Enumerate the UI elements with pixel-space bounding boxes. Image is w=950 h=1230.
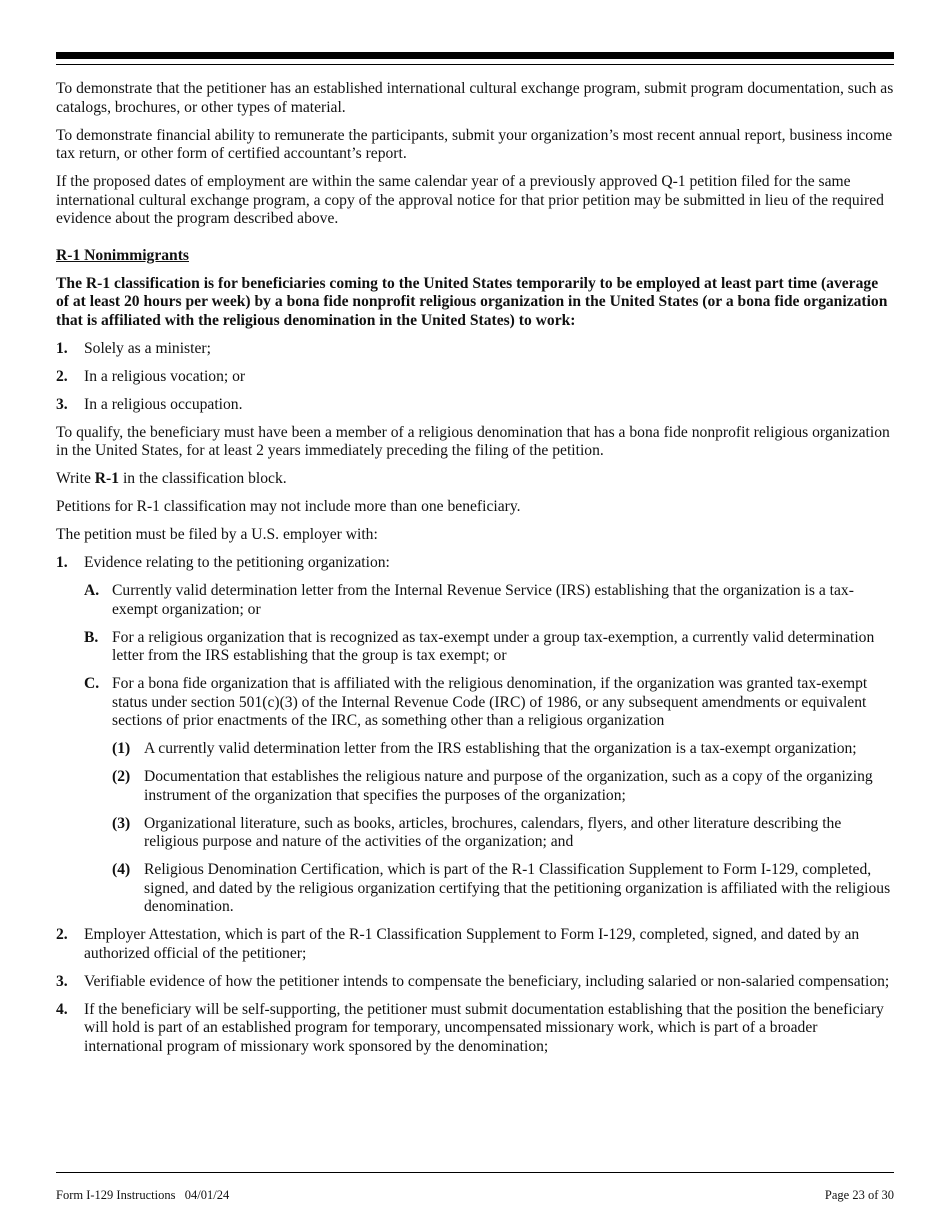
write-prefix: Write <box>56 470 95 487</box>
classification-code: R-1 <box>94 470 120 487</box>
evidence-subsubitem <box>56 861 894 917</box>
list-text: Currently valid determination letter from the Internal Revenue Service (IRS) establishing that the organization is a tax-exempt organization; or <box>112 582 854 618</box>
list-paren-number: (4) <box>112 861 131 878</box>
page-content <box>56 80 894 1066</box>
list-number: 2. <box>56 926 68 943</box>
footer-page-number: Page 23 of 30 <box>824 1188 894 1202</box>
qualify-paragraph: To qualify, the beneficiary must have been a member of a religious denomination that has a bona fide nonprofit religious organization in the United States, for at least 2 years immediately preceding the filing of the petition. <box>56 423 890 459</box>
list-number: 1. <box>56 339 68 357</box>
footer-rule <box>56 1172 894 1173</box>
list-text: Solely as a minister; <box>84 339 211 357</box>
evidence-subsubitem <box>56 815 894 852</box>
header-thin-rule <box>56 64 894 65</box>
intro-paragraph: If the proposed dates of employment are within the same calendar year of a previously approved Q-1 petition filed for the same international cultural exchange program, a copy of the approval notice for that prior petition may be submitted in lieu of the required evidence about the program described above. <box>56 173 884 227</box>
evidence-subitem <box>56 675 894 731</box>
list-number: 3. <box>56 395 68 413</box>
list-text: For a religious organization that is recognized as tax-exempt under a group tax-exemption, a currently valid determination letter from the IRS establishing that the group is tax exempt; or <box>112 628 875 664</box>
evidence-item <box>56 554 894 573</box>
footer-form-label: Form I-129 Instructions 04/01/24 <box>56 1188 230 1202</box>
list-number: 1. <box>56 554 68 571</box>
section-heading: R-1 Nonimmigrants <box>56 246 189 264</box>
list-number: 2. <box>56 367 68 385</box>
list-number: 4. <box>56 1000 68 1018</box>
list-text: Employer Attestation, which is part of the R-1 Classification Supplement to Form I-129, completed, signed, and dated by an authorized official of the petitioner; <box>84 926 860 962</box>
list-text: Organizational literature, such as books, articles, brochures, calendars, flyers, and other literature describing the religious purpose and nature of the activities of the organization; and <box>144 814 842 850</box>
list-text: A currently valid determination letter from the IRS establishing that the organization is a tax-exempt organization; <box>144 740 857 757</box>
list-text: In a religious occupation. <box>84 395 243 413</box>
section-bold-intro: The R-1 classification is for beneficiaries coming to the United States temporarily to be employed at least part time (average of at least 20 hours per week) by a bona fide nonprofit religious organization in the United States (or a bona fide organization that is affiliated with the religious denomination in the United States) to work: <box>56 274 888 329</box>
list-text: Documentation that establishes the religious nature and purpose of the organization, such as a copy of the organizing instrument of the organization that specifies the purposes of the organization; <box>144 768 873 804</box>
work-list-item <box>56 368 894 387</box>
evidence-subsubitem <box>56 740 894 759</box>
list-text: Evidence relating to the petitioning organization: <box>84 554 390 571</box>
list-text: If the beneficiary will be self-supporting, the petitioner must submit documentation establishing that the position the beneficiary will hold is part of an established program for temporary, uncompensated missionary work, which is part of a broader international program of missionary work sponsored by the denomination; <box>84 1000 884 1055</box>
list-letter: C. <box>84 675 100 692</box>
list-text: Religious Denomination Certification, which is part of the R-1 Classification Supplement to Form I-129, completed, signed, and dated by the religious organization certifying that the petitioning organization is affiliated with the religious denomination. <box>144 861 891 915</box>
work-list-item <box>56 396 894 415</box>
evidence-item <box>56 1001 894 1057</box>
filed-by-paragraph: The petition must be filed by a U.S. employer with: <box>56 526 378 543</box>
evidence-item <box>56 973 894 992</box>
evidence-subsubitem <box>56 768 894 805</box>
list-text: For a bona fide organization that is affiliated with the religious denomination, if the organization was granted tax-exempt status under section 501(c)(3) of the Internal Revenue Code (IRC) of 1986, or any subsequent amendments or equivalent sections of prior enactments of the IRC, as something other than a religious organization <box>112 675 868 729</box>
intro-paragraph: To demonstrate that the petitioner has an established international cultural exchange program, submit program documentation, such as catalogs, brochures, or other types of material. <box>56 80 894 116</box>
list-paren-number: (2) <box>112 768 131 785</box>
list-text: Verifiable evidence of how the petitioner intends to compensate the beneficiary, including salaried or non-salaried compensation; <box>84 972 890 990</box>
work-list-item <box>56 340 894 359</box>
evidence-item <box>56 926 894 963</box>
list-letter: A. <box>84 582 100 599</box>
write-suffix: in the classification block. <box>119 470 287 487</box>
list-text: In a religious vocation; or <box>84 367 246 385</box>
evidence-subitem <box>56 582 894 619</box>
petitions-note: Petitions for R-1 classification may not include more than one beneficiary. <box>56 498 521 515</box>
list-paren-number: (3) <box>112 814 131 832</box>
list-paren-number: (1) <box>112 740 131 757</box>
write-classification-paragraph <box>56 470 894 489</box>
header-thick-rule <box>56 52 894 59</box>
list-letter: B. <box>84 628 99 646</box>
list-number: 3. <box>56 972 68 990</box>
evidence-subitem <box>56 629 894 666</box>
intro-paragraph: To demonstrate financial ability to remunerate the participants, submit your organization’s most recent annual report, business income tax return, or other form of certified accountant’s report. <box>56 126 893 162</box>
